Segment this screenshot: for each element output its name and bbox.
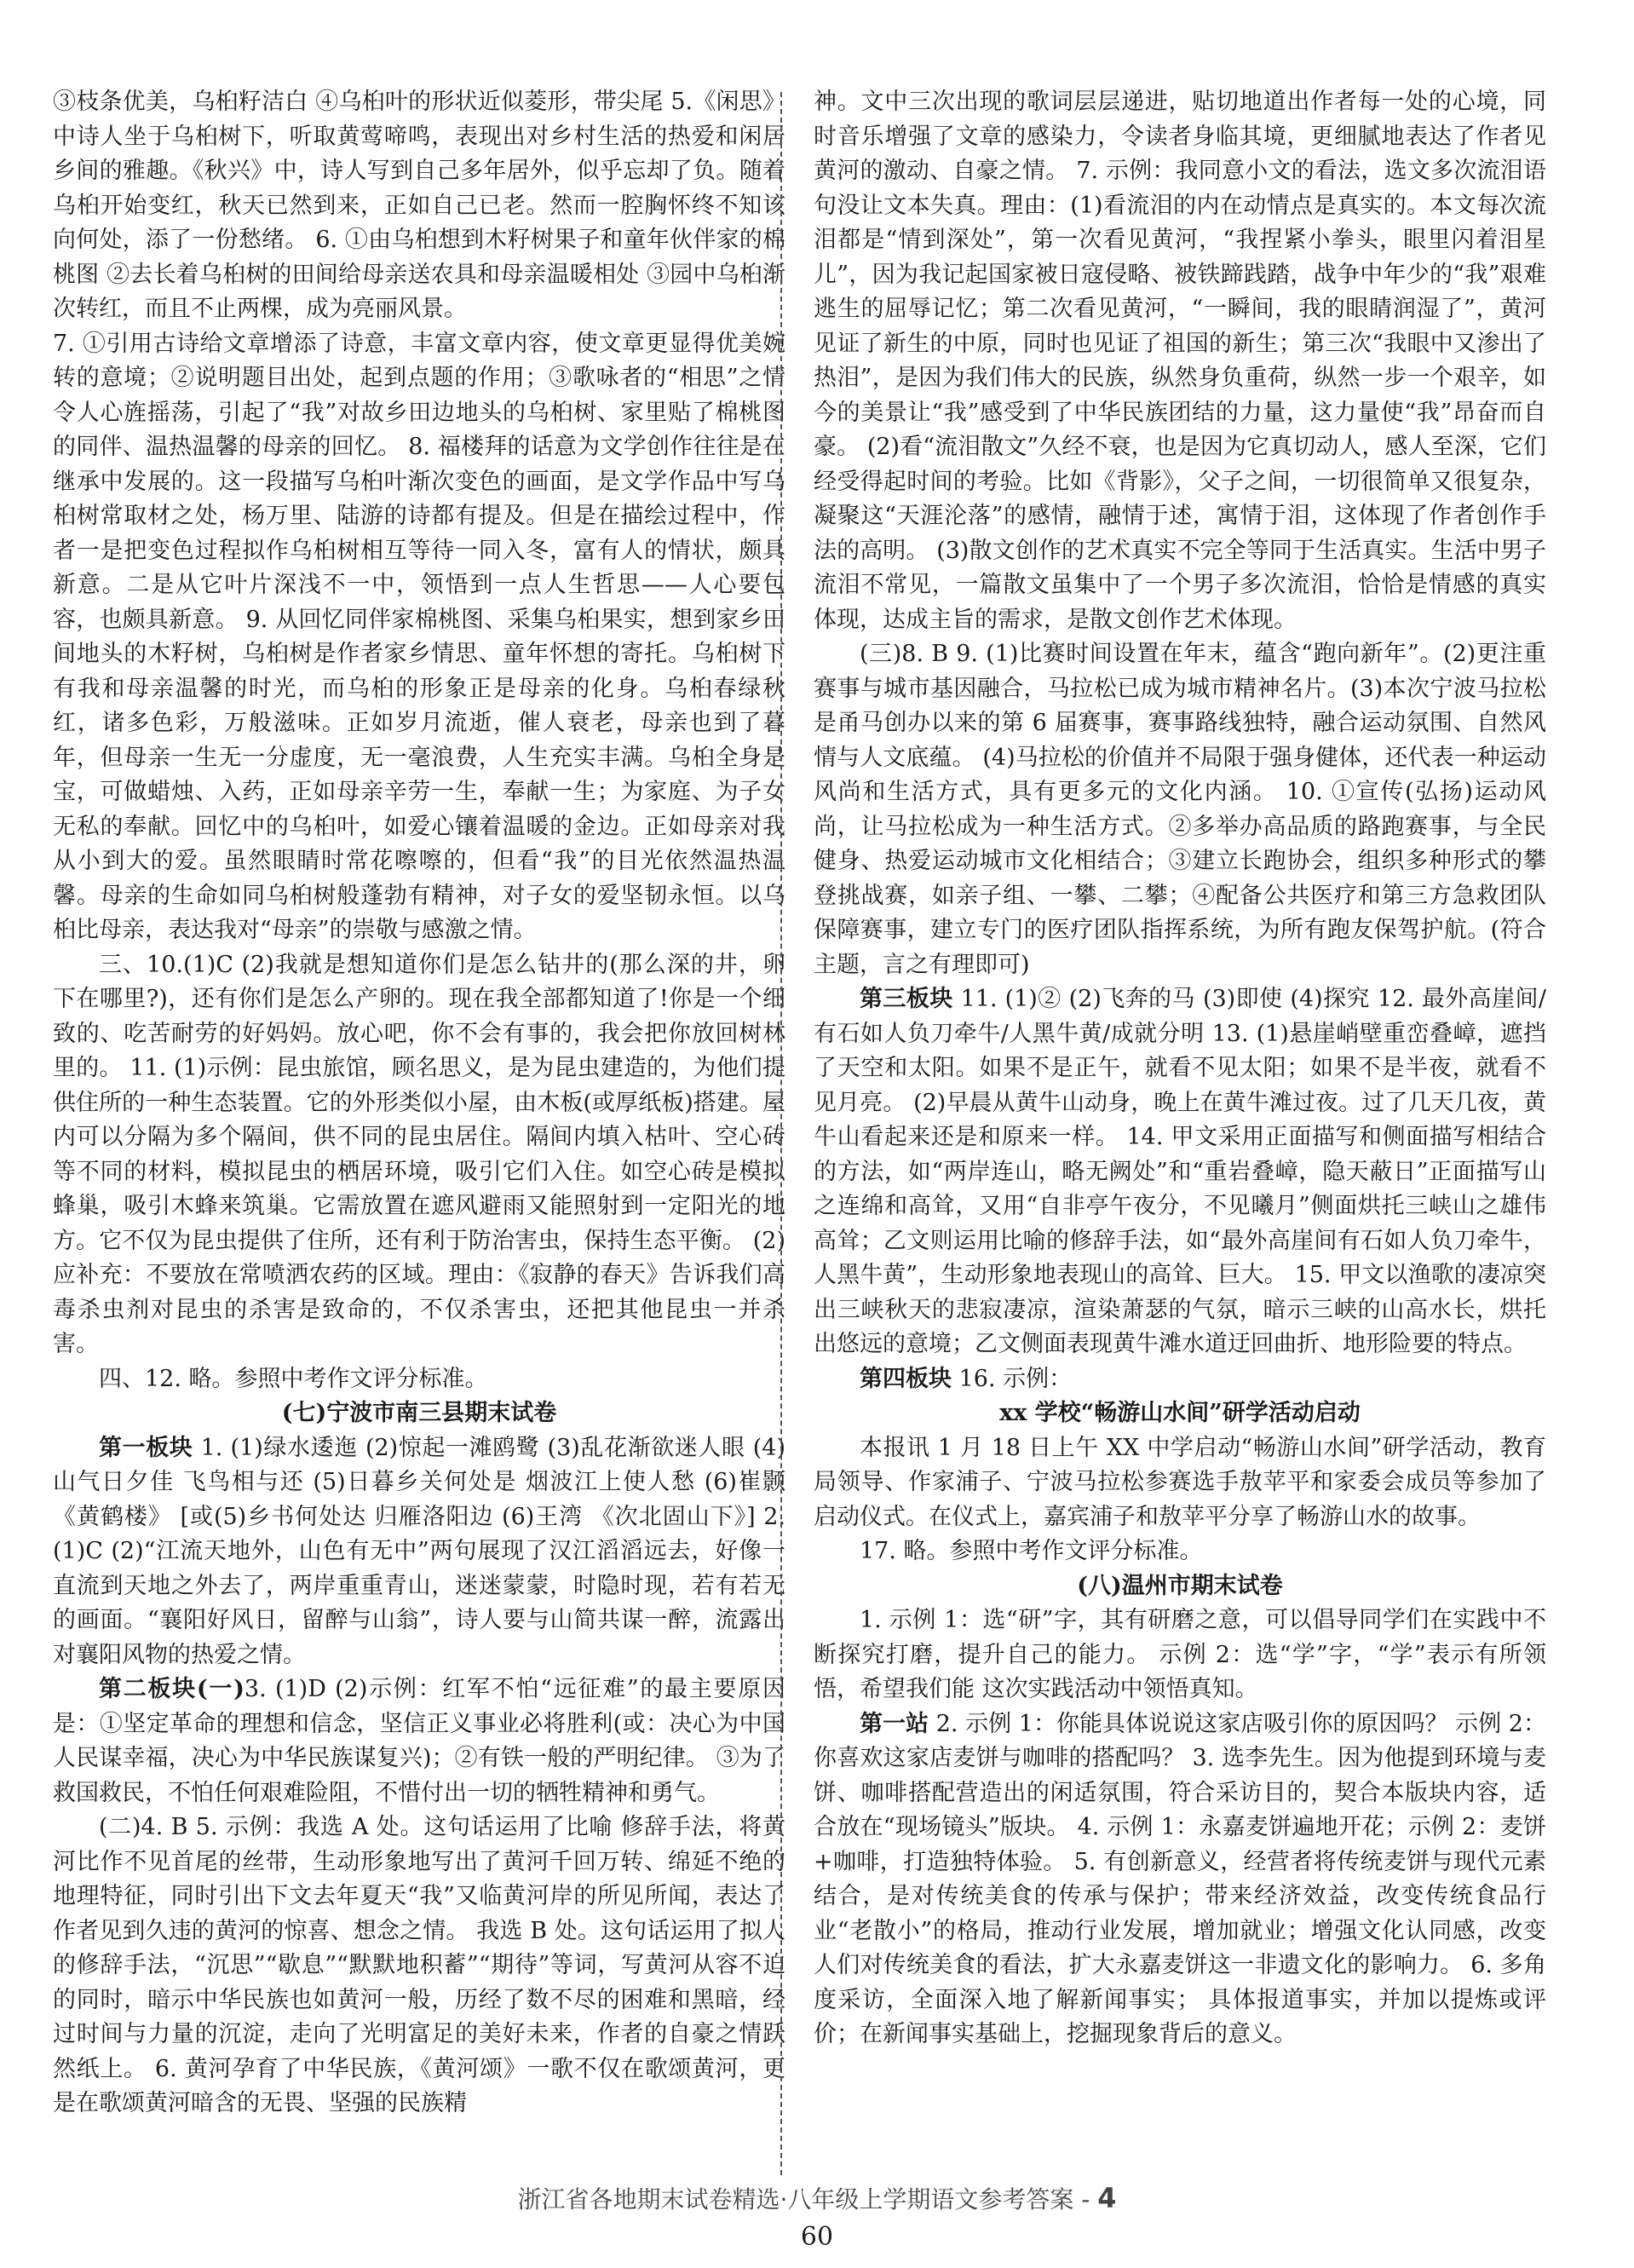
column-divider (780, 92, 782, 2175)
paragraph (53, 1672, 785, 1810)
block-text: 11. (1)② (2)飞奔的马 (3)即使 (4)探究 12. 最外高崖间/有石如人负刀牵牛/人黑牛黄/成就分明 13. (1)悬崖峭壁重峦叠嶂，遮挡了天空和太阳。如果不是正午，就看不见太阳；如果不是半夜，就看不见月亮。 (2)早晨从黄牛山动身，晚上在黄牛滩过夜。过了几天几夜，黄牛山看起来还是和原来一样。 14. 甲文采用正面描写和侧面描写相结合的方法，如“两岸连山，略无阙处”和“重岩叠嶂，隐天蔽日”正面描写山之连绵和高耸，又用“自非亭午夜分，不见曦月”侧面烘托三峡山之雄伟高耸；乙文则运用比喻的修辞手法，如“最外高崖间有石如人负刀牵牛，人黑牛黄”，生动形象地表现山的高耸、巨大。 15. 甲文以渔歌的凄凉突出三峡秋天的悲寂凄凉，渲染萧瑟的气氛，暗示三峡的山高水长，烘托出悠远的意境；乙文侧面表现黄牛滩水道迂回曲折、地形险要的特点。 (814, 986, 1546, 1357)
paragraph: 神。文中三次出现的歌词层层递进，贴切地道出作者每一处的心境，同时音乐增强了文章的感染力，令读者身临其境，更细腻地表达了作者见黄河的激动、自豪之情。 7. 示例：我同意小文的看法，选文多次流泪语句没让文本失真。理由：(1)看流泪的内在动情点是真实的。本文每次流泪都是“情到深处”，第一次看见黄河，“我捏紧小拳头，眼里闪着泪星儿”，因为我记起国家被日寇侵略、被铁蹄践踏，战争中年少的“我”艰难逃生的屈辱记忆；第二次看见黄河，“一瞬间，我的眼睛润湿了”，黄河见证了新生的中原，同时也见证了祖国的新生；第三次“我眼中又渗出了热泪”，是因为我们伟大的民族，纵然身负重荷，纵然一步一个艰辛，如今的美景让“我”感受到了中华民族团结的力量，这力量使“我”昂奋而自豪。 (2)看“流泪散文”久经不衰，也是因为它真切动人，感人至深，它们经受得起时间的考验。比如《背影》，父子之间，一切很简单又很复杂，凝聚这“天涯沦落”的感情，融情于述，寓情于泪，这体现了作者创作手法的高明。 (3)散文创作的艺术真实不完全等同于生活真实。生活中男子流泪不常见，一篇散文虽集中了一个男子多次流泪，恰恰是情感的真实体现，达成主旨的需求，是散文创作艺术体现。 (814, 89, 1546, 633)
block-label: 第二板块(一) (99, 1676, 245, 1702)
footer-title-text: 浙江省各地期末试卷精选·八年级上学期语文参考答案 (517, 2185, 1074, 2213)
block-label: 第三板块 (860, 986, 953, 1012)
block-text: 3. (1)D (2)示例：红军不怕“远征难”的最主要原因是：①坚定革命的理想和信念，坚信正义事业必将胜利(或：决心为中国人民谋幸福，决心为中华民族谋复兴)；②有铁一般的严明纪律。 ③为了救国救民，不怕任何艰难险阻，不惜付出一切的牺牲精神和勇气。 (53, 1676, 785, 1806)
footer-separator: - (1073, 2185, 1098, 2213)
news-body: 本报讯 1 月 18 日上午 XX 中学启动“畅游山水间”研学活动，教育局领导、作家浦子、宁波马拉松参赛选手敖苹平和家委会成员等参加了启动仪式。在仪式上，嘉宾浦子和敖苹平分享了畅游山水的故事。 (814, 1434, 1546, 1530)
block-text: 1. (1)绿水逶迤 (2)惊起一滩鸥鹭 (3)乱花渐欲迷人眼 (4)山气日夕佳 飞鸟相与还 (5)日暮乡关何处是 烟波江上使人愁 (6)崔颢《黄鹤楼》 [或(5)乡书何处达 归雁洛阳边 (6)王湾 《次北固山下》] 2. (1)C (2)“江流天地外，山色有无中”两句展现了汉江滔滔远去，好像一直流到天地之外去了，两岸重重青山，迷迷蒙蒙，时隐时现，若有若无的画面。“襄阳好风日，留醉与山翁”，诗人要与山简共谋一醉，流露出对襄阳风物的热爱之情。 (53, 1434, 786, 1668)
section-heading: (七)宁波市南三县期末试卷 (281, 1400, 557, 1426)
right-column (814, 85, 1546, 2052)
paragraph: (三)8. B 9. (1)比赛时间设置在年末，蕴含“跑向新年”。(2)更注重赛事与城市基因融合，马拉松已成为城市精神名片。(3)本次宁波马拉松是甬马创办以来的第 6 届赛事，赛事路线独特，融合运动氛围、自然风情与人文底蕴。 (4)马拉松的价值并不局限于强身健体，还代表一种运动风尚和生活方式，具有更多元的文化内涵。 10. ①宣传(弘扬)运动风尚，让马拉松成为一种生活方式。②多举办高品质的路跑赛事，与全民健身、热爱运动城市文化相结合；③建立长跑协会，组织多种形式的攀登挑战赛，如亲子组、一攀、二攀；④配备公共医疗和第三方急救团队保障赛事，建立专门的医疗团队指挥系统，为所有跑友保驾护航。(符合主题，言之有理即可) (814, 641, 1546, 978)
station-label: 第一站 (860, 1710, 929, 1737)
block-label: 第一板块 (99, 1434, 193, 1461)
paragraph: 三、10.(1)C (2)我就是想知道你们是怎么钻井的(那么深的井，卵下在哪里?)，还有你们是怎么产卵的。现在我全部都知道了!你是一个细致的、吃苦耐劳的好妈妈。放心吧，你不会有事的，我会把你放回树林里的。 11. (1)示例：昆虫旅馆，顾名思义，是为昆虫建造的，为他们提供住所的一种生态装置。它的外形类似小屋，由木板(或厚纸板)搭建。屋内可以分隔为多个隔间，供不同的昆虫居住。隔间内填入枯叶、空心砖等不同的材料，模拟昆虫的栖居环境，吸引它们入住。如空心砖是模拟蜂巢，吸引木蜂来筑巢。它需放置在遮风避雨又能照射到一定阳光的地方。它不仅为昆虫提供了住所，还有利于防治害虫，保持生态平衡。 (2)应补充：不要放在常喷洒农药的区域。理由：《寂静的春天》告诉我们高毒杀虫剂对昆虫的杀害是致命的，不仅杀害虫，还把其他昆虫一并杀害。 (53, 951, 785, 1357)
paragraph (814, 1707, 1546, 2052)
block-label: 第四板块 (860, 1365, 952, 1392)
paragraph: (二)4. B 5. 示例：我选 A 处。这句话运用了比喻 修辞手法，将黄河比作不见首尾的丝带，生动形象地写出了黄河千回万转、绵延不绝的地理特征，同时引出下文去年夏天“我”又临黄河岸的所见所闻，表达了作者见到久违的黄河的惊喜、想念之情。 我选 B 处。这句话运用了拟人的修辞手法，“沉思”“歇息”“默默地积蓄”“期待”等词，写黄河从容不迫的同时，暗示中华民族也如黄河一般，历经了数不尽的困难和黑暗，经过时间与力量的沉淀，走向了光明富足的美好未来，作者的自豪之情跃然纸上。 6. 黄河孕育了中华民族，《黄河颂》一歌不仅在歌颂黄河，更是在歌颂黄河暗含的无畏、坚强的民族精 (53, 1814, 785, 2116)
paragraph: ③枝条优美，乌桕籽洁白 ④乌桕叶的形状近似菱形，带尖尾 5.《闲思》中诗人坐于乌桕树下，听取黄莺啼鸣，表现出对乡村生活的热爱和闲居乡间的雅趣。《秋兴》中，诗人写到自己多年居外，似乎忘却了负。随着乌桕开始变红，秋天已然到来，正如自己已老。然而一腔胸怀终不知该向何处，添了一份愁绪。 6. ①由乌桕想到木籽树果子和童年伙伴家的棉桃图 ②去长着乌桕树的田间给母亲送农具和母亲温暖相处 ③园中乌桕渐次转红，而且不止两棵，成为亮丽风景。 (53, 89, 785, 322)
page-number: 60 (800, 2222, 834, 2252)
footer-sheet-number: 4 (1097, 2182, 1117, 2214)
paragraph: 17. 略。参照中考作文评分标准。 (860, 1538, 1203, 1564)
block-text: 16. 示例： (952, 1365, 1073, 1392)
paragraph (814, 982, 1546, 1362)
paragraph (53, 1431, 785, 1673)
left-column (53, 85, 785, 2121)
station-text: 2. 示例 1：你能具体说说这家店吸引你的原因吗？ 示例 2：你喜欢这家店麦饼与咖啡的搭配吗？ 3. 选李先生。因为他提到环境与麦饼、咖啡搭配营造出的闲适氛围，符合采访目的，契合本版块内容，适合放在“现场镜头”版块。 4. 示例 1：永嘉麦饼遍地开花；示例 2：麦饼+咖啡，打造独特体验。 5. 有创新意义，经营者将传统麦饼与现代元素结合，是对传统美食的传承与保护；带来经济效益，改变传统食品行业“老散小”的格局，推动行业发展，增加就业；增强文化认同感，改变人们对传统美食的看法，扩大永嘉麦饼这一非遗文化的影响力。 6. 多角度采访，全面深入地了解新闻事实； 具体报道事实，并加以提炼或评价；在新闻事实基础上，挖掘现象背后的意义。 (814, 1710, 1547, 2047)
footer-title (0, 2181, 1634, 2215)
paragraph: 四、12. 略。参照中考作文评分标准。 (99, 1365, 488, 1392)
paragraph (814, 1362, 1546, 1397)
section-heading: (八)温州市期末试卷 (1077, 1572, 1283, 1599)
paragraph: 1. 示例 1：选“研”字，其有研磨之意，可以倡导同学们在实践中不断探究打磨，提升自己的能力。 示例 2：选“学”字，“学”表示有所领悟，希望我们能 这次实践活动中领悟真知。 (814, 1607, 1546, 1702)
news-title: xx 学校“畅游山水间”研学活动启动 (999, 1400, 1361, 1426)
paragraph: 7. ①引用古诗给文章增添了诗意，丰富文章内容，使文章更显得优美婉转的意境；②说明题目出处，起到点题的作用；③歌咏者的“相思”之情令人心旌摇荡，引起了“我”对故乡田边地头的乌桕树、家里贴了棉桃图的同伴、温热温馨的母亲的回忆。 8. 福楼拜的话意为文学创作往往是在继承中发展的。这一段描写乌桕叶渐次变色的画面，是文学作品中写乌桕树常取材之处，杨万里、陆游的诗都有提及。但是在描绘过程中，作者一是把变色过程拟作乌桕树相互等待一同入冬，富有人的情状，颇具新意。二是从它叶片深浅不一中，领悟到一点人生哲思——人心要包容，也颇具新意。 9. 从回忆同伴家棉桃图、采集乌桕果实，想到家乡田间地头的木籽树，乌桕树是作者家乡情思、童年怀想的寄托。乌桕树下有我和母亲温馨的时光，而乌桕的形象正是母亲的化身。乌桕春绿秋红，诸多色彩，万般滋味。正如岁月流逝，催人衰老，母亲也到了暮年，但母亲一生无一分虚度，无一毫浪费，人生充实丰满。乌桕全身是宝，可做蜡烛、入药，正如母亲辛劳一生，奉献一生；为家庭、为子女无私的奉献。回忆中的乌桕叶，如爱心镶着温暖的金边。正如母亲对我从小到大的爱。虽然眼睛时常花嚓嚓的，但看“我”的目光依然温热温馨。母亲的生命如同乌桕树般蓬勃有精神，对子女的爱坚韧永恒。以乌桕比母亲，表达我对“母亲”的崇敬与感激之情。 (53, 330, 785, 943)
